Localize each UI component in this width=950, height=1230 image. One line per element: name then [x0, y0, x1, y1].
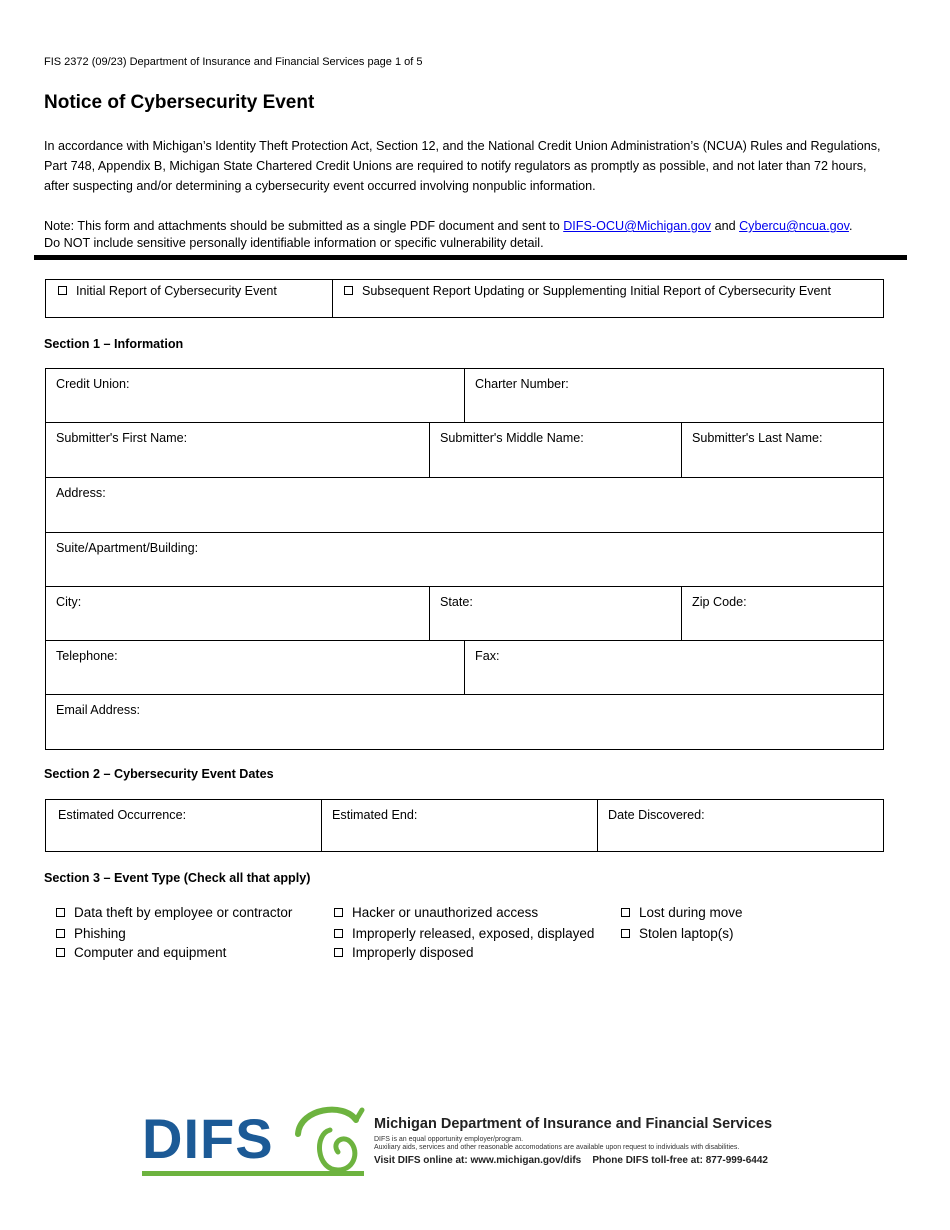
event-option[interactable]	[621, 926, 734, 941]
section2-title: Section 2 – Cybersecurity Event Dates	[44, 767, 274, 781]
initial-report-label: Initial Report of Cybersecurity Event	[76, 284, 277, 298]
footer-visit-url: Visit DIFS online at: www.michigan.gov/difs	[374, 1155, 582, 1166]
event-label: Hacker or unauthorized access	[352, 905, 539, 920]
event-label: Improperly released, exposed, displayed	[352, 926, 595, 941]
section3-title: Section 3 – Event Type (Check all that apply)	[44, 871, 311, 885]
event-label: Computer and equipment	[74, 945, 227, 960]
event-label: Phishing	[74, 926, 126, 941]
checkbox[interactable]	[334, 948, 343, 957]
date-discovered-field[interactable]: Date Discovered:	[598, 800, 884, 852]
zip-field[interactable]: Zip Code:	[682, 587, 884, 641]
fax-field[interactable]: Fax:	[465, 641, 884, 695]
middle-name-field[interactable]: Submitter's Middle Name:	[430, 423, 682, 478]
checkbox-initial-report[interactable]	[58, 286, 67, 295]
email-field[interactable]: Email Address:	[46, 695, 884, 750]
event-option[interactable]	[334, 926, 594, 941]
checkbox[interactable]	[56, 929, 65, 938]
footer-text-block	[374, 1116, 804, 1166]
section1-title: Section 1 – Information	[44, 337, 184, 351]
difs-logo-swoosh-icon	[290, 1100, 372, 1178]
event-option[interactable]	[621, 905, 743, 920]
note-paragraph	[44, 218, 886, 252]
event-label: Stolen laptop(s)	[639, 926, 734, 941]
footer-banner	[140, 1096, 800, 1182]
section1-table	[45, 368, 884, 750]
checkbox[interactable]	[56, 948, 65, 957]
event-option[interactable]	[334, 905, 538, 920]
telephone-field[interactable]: Telephone:	[46, 641, 465, 695]
checkbox[interactable]	[621, 929, 630, 938]
note-period: .	[848, 219, 853, 233]
event-option[interactable]	[334, 945, 474, 960]
checkbox[interactable]	[621, 908, 630, 917]
footer-accommodations: Auxiliary aids, services and other reasonable accomodations are available upon request to individuals with disabilities.	[374, 1144, 740, 1151]
charter-number-field[interactable]: Charter Number:	[465, 369, 884, 423]
note-line2: Do NOT include sensitive personally identifiable information or specific vulnerability detail.	[44, 236, 544, 250]
event-option[interactable]	[56, 945, 226, 960]
divider-rule	[34, 255, 907, 260]
city-field[interactable]: City:	[46, 587, 430, 641]
checkbox[interactable]	[334, 929, 343, 938]
footer-equal-opportunity: DIFS is an equal opportunity employer/program.	[374, 1136, 524, 1143]
checkbox-subsequent-report[interactable]	[344, 286, 353, 295]
subsequent-report-label: Subsequent Report Updating or Supplementing Initial Report of Cybersecurity Event	[362, 284, 832, 298]
intro-paragraph: In accordance with Michigan’s Identity Theft Protection Act, Section 12, and the National Credit Union Administration’s (NCUA) Rules and Regulations, Part 748, Appendix B, Michigan State Chartered Credit Unions are required to notify regulators as promptly as possible, and not later than 72 hours, after suspecting and/or determining a cybersecurity event occurred involving nonpublic information.	[44, 139, 881, 193]
event-label: Data theft by employee or contractor	[74, 905, 293, 920]
checkbox[interactable]	[56, 908, 65, 917]
credit-union-field[interactable]: Credit Union:	[46, 369, 465, 423]
event-label: Improperly disposed	[352, 945, 474, 960]
checkbox[interactable]	[334, 908, 343, 917]
event-option[interactable]	[56, 926, 126, 941]
first-name-field[interactable]: Submitter's First Name:	[46, 423, 430, 478]
footer-phone: Phone DIFS toll-free at: 877-999-6442	[592, 1155, 768, 1166]
address-field[interactable]: Address:	[46, 478, 884, 533]
subsequent-report-option[interactable]	[344, 284, 831, 298]
note-prefix: Note: This form and attachments should be submitted as a single PDF document and sent to	[44, 219, 560, 233]
email-link-ncua[interactable]: Cybercu@ncua.gov	[739, 219, 849, 233]
last-name-field[interactable]: Submitter's Last Name:	[682, 423, 884, 478]
form-number-line: FIS 2372 (09/23) Department of Insurance and Financial Services page 1 of 5	[44, 56, 423, 68]
event-label: Lost during move	[639, 905, 743, 920]
difs-logo-text: DIFS	[142, 1107, 274, 1170]
email-link-difs[interactable]: DIFS-OCU@Michigan.gov	[563, 219, 712, 233]
report-type-box	[45, 279, 884, 318]
state-field[interactable]: State:	[430, 587, 682, 641]
suite-field[interactable]: Suite/Apartment/Building:	[46, 533, 884, 587]
report-type-divider	[332, 280, 333, 317]
estimated-occurrence-field[interactable]: Estimated Occurrence:	[46, 800, 322, 852]
estimated-end-field[interactable]: Estimated End:	[322, 800, 598, 852]
page-title: Notice of Cybersecurity Event	[44, 92, 315, 113]
section2-table	[45, 799, 884, 852]
difs-logo-underline	[142, 1171, 364, 1176]
event-option[interactable]	[56, 905, 292, 920]
note-and: and	[714, 219, 736, 233]
footer-contact-line	[374, 1155, 804, 1166]
footer-department-name: Michigan Department of Insurance and Financial Services	[374, 1116, 773, 1132]
initial-report-option[interactable]	[58, 284, 277, 298]
